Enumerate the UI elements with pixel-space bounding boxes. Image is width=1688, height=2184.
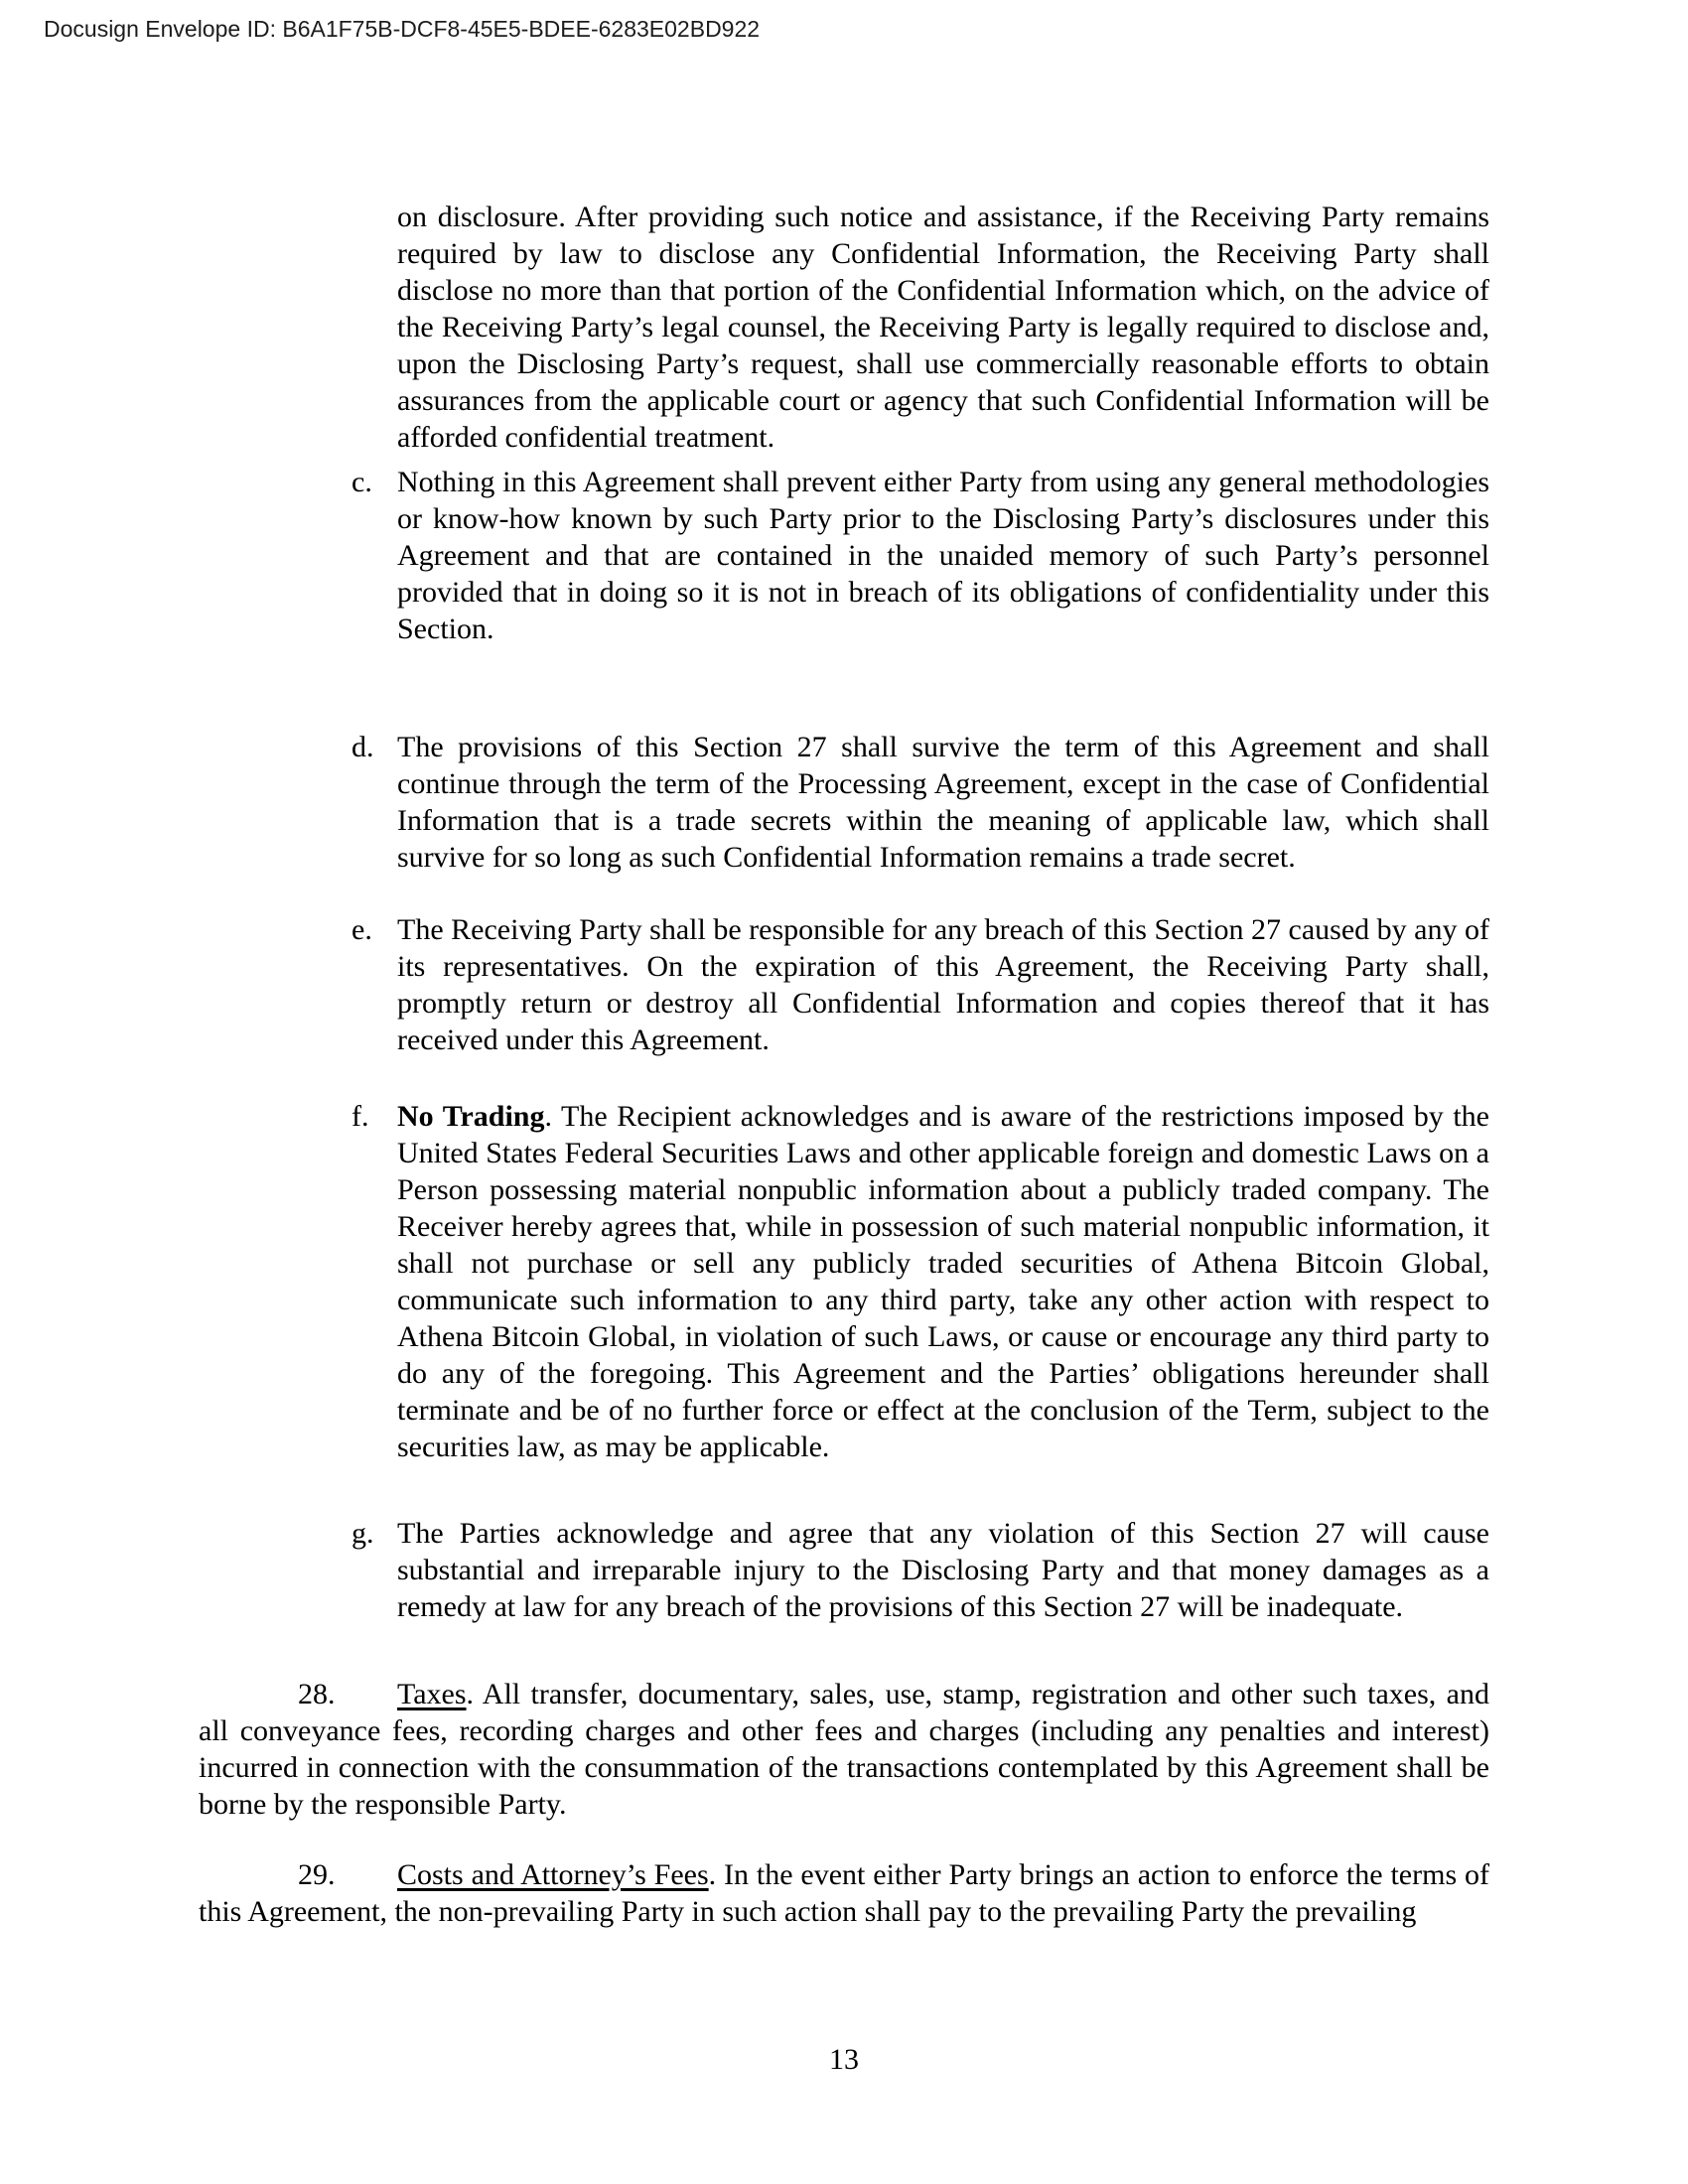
section-body: . All transfer, documentary, sales, use, stamp, registration and other such taxes, and all conveyance fees, recording charges and other fees and charges (including any penalties and interest) incurred in connection with the consummation of the transactions contemplated by this Agreement shall be borne by the responsible Party.	[199, 1678, 1489, 1821]
list-marker-c: c.	[352, 466, 372, 498]
list-item-d	[352, 729, 1489, 876]
list-marker-e: e.	[352, 913, 372, 946]
list-marker-f: f.	[352, 1100, 369, 1133]
list-item-e	[352, 911, 1489, 1058]
document-body	[199, 199, 1489, 1930]
section-number: 28.	[298, 1678, 336, 1710]
list-item-body: Nothing in this Agreement shall prevent either Party from using any general methodologies or know-how known by such Party prior to the Disclosing Party’s disclosures under this Agreement and that are contained in the unaided memory of such Party’s personnel provided that in doing so it is not in breach of its obligations of confidentiality under this Section.	[397, 466, 1489, 645]
list-item-g	[352, 1515, 1489, 1625]
list-item-text	[397, 464, 1489, 647]
list-marker-g: g.	[352, 1517, 374, 1550]
list-item-text	[397, 729, 1489, 876]
list-item-bold-lead: No Trading	[397, 1100, 545, 1133]
list-item-body: . The Recipient acknowledges and is aware of the restrictions imposed by the United States Federal Securities Laws and other applicable foreign and domestic Laws on a Person possessing material nonpublic information about a publicly traded company. The Receiver hereby agrees that, while in possession of such material nonpublic information, it shall not purchase or sell any publicly traded securities of Athena Bitcoin Global, communicate such information to any third party, take any other action with respect to Athena Bitcoin Global, in violation of such Laws, or cause or encourage any third party to do any of the foregoing. This Agreement and the Parties’ obligations hereunder shall terminate and be of no further force or effect at the conclusion of the Term, subject to the securities law, as may be applicable.	[397, 1100, 1489, 1463]
list-item-body: The Receiving Party shall be responsible for any breach of this Section 27 caused by any of its representatives. On the expiration of this Agreement, the Receiving Party shall, promptly return or destroy all Confidential Information and copies thereof that it has received under this Agreement.	[397, 913, 1489, 1056]
section-28-taxes	[199, 1676, 1489, 1823]
list-item-body: The provisions of this Section 27 shall survive the term of this Agreement and shall continue through the term of the Processing Agreement, except in the case of Confidential Information that is a trade secrets within the meaning of applicable law, which shall survive for so long as such Confidential Information remains a trade secret.	[397, 731, 1489, 874]
list-item-text	[397, 911, 1489, 1058]
section-body: . In the event either Party brings an action to enforce the terms of this Agreement, the non-prevailing Party in such action shall pay to the prevailing Party the prevailing	[199, 1858, 1489, 1928]
list-item-text	[397, 1098, 1489, 1465]
section-paragraph	[199, 1856, 1489, 1930]
list-item-f	[352, 1098, 1489, 1465]
list-item-body: The Parties acknowledge and agree that any violation of this Section 27 will cause substantial and irreparable injury to the Disclosing Party and that money damages as a remedy at law for any breach of the provisions of this Section 27 will be inadequate.	[397, 1517, 1489, 1623]
list-marker-d: d.	[352, 731, 374, 763]
docusign-envelope-id: Docusign Envelope ID: B6A1F75B-DCF8-45E5-BDEE-6283E02BD922	[44, 16, 761, 42]
section-heading: Costs and Attorney’s Fees	[397, 1858, 709, 1891]
section-number: 29.	[298, 1858, 336, 1891]
section-29-costs-attorneys-fees	[199, 1856, 1489, 1930]
list-item-c	[352, 464, 1489, 647]
page-number: 13	[829, 2043, 859, 2076]
section-heading: Taxes	[397, 1678, 467, 1710]
paragraph-continuation: on disclosure. After providing such notice and assistance, if the Receiving Party remains required by law to disclose any Confidential Information, the Receiving Party shall disclose no more than that portion of the Confidential Information which, on the advice of the Receiving Party’s legal counsel, the Receiving Party is legally required to disclose and, upon the Disclosing Party’s request, shall use commercially reasonable efforts to obtain assurances from the applicable court or agency that such Confidential Information will be afforded confidential treatment.	[397, 201, 1489, 454]
list-item-text	[397, 1515, 1489, 1625]
section-paragraph	[199, 1676, 1489, 1823]
